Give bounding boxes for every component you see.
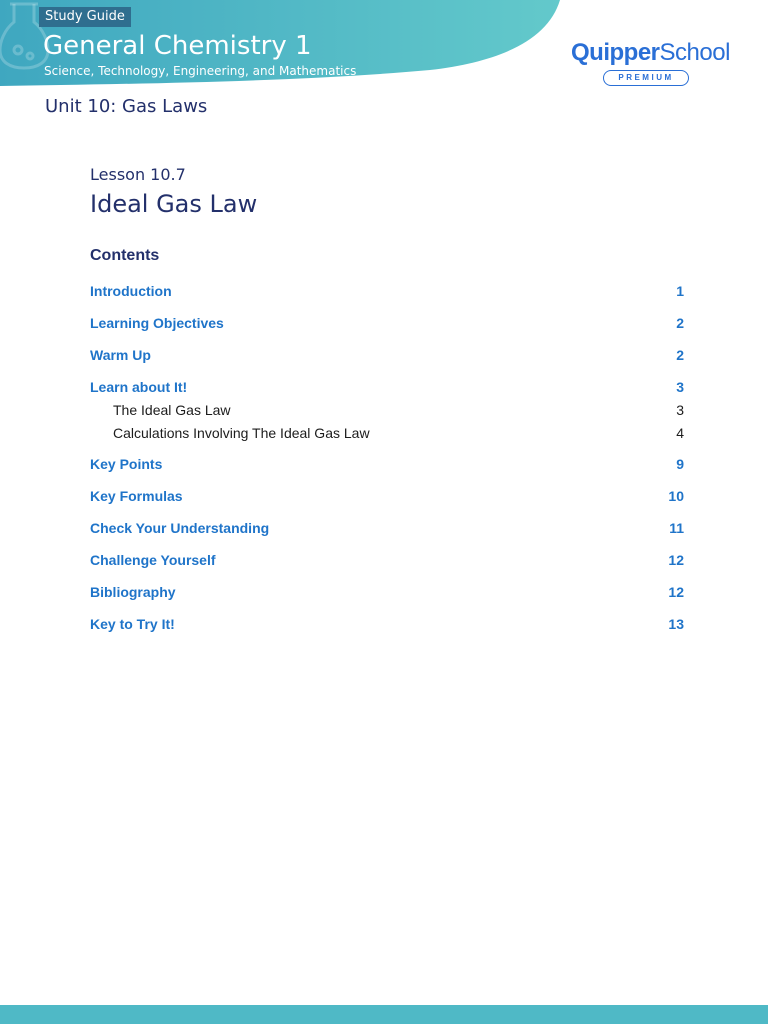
toc-item-label: Learn about It! <box>90 379 188 395</box>
toc-item[interactable] <box>90 549 684 571</box>
toc-item-page: 9 <box>676 456 684 472</box>
toc-item-page: 3 <box>676 379 684 395</box>
lesson-title: Ideal Gas Law <box>90 190 258 218</box>
toc-item-label: Key to Try It! <box>90 616 175 632</box>
toc-item-page: 1 <box>676 283 684 299</box>
toc-item-label: The Ideal Gas Law <box>113 402 231 418</box>
toc-item-label: Introduction <box>90 283 172 299</box>
unit-title: Unit 10: Gas Laws <box>45 96 208 117</box>
logo-bold-text: Quipper <box>571 39 660 66</box>
contents-heading: Contents <box>90 247 160 264</box>
toc-item-page: 10 <box>668 488 684 504</box>
toc-item[interactable] <box>90 453 684 475</box>
quipper-school-logo <box>571 38 731 90</box>
toc-item[interactable] <box>90 422 684 444</box>
toc-item[interactable] <box>90 399 684 421</box>
toc-item-label: Challenge Yourself <box>90 552 216 568</box>
course-subtitle: Science, Technology, Engineering, and Mathematics <box>44 64 357 78</box>
table-of-contents <box>90 280 684 635</box>
toc-item[interactable] <box>90 517 684 539</box>
toc-item-page: 13 <box>668 616 684 632</box>
toc-item[interactable] <box>90 344 684 366</box>
toc-item[interactable] <box>90 376 684 398</box>
toc-item-page: 11 <box>669 520 684 536</box>
toc-item[interactable] <box>90 581 684 603</box>
lesson-number: Lesson 10.7 <box>90 165 186 184</box>
toc-item-label: Bibliography <box>90 584 176 600</box>
premium-badge: PREMIUM <box>603 70 689 86</box>
toc-item-page: 3 <box>676 402 684 418</box>
toc-item-label: Key Points <box>90 456 163 472</box>
toc-item[interactable] <box>90 613 684 635</box>
toc-item-label: Check Your Understanding <box>90 520 270 536</box>
logo-wordmark <box>571 38 730 68</box>
toc-item[interactable] <box>90 312 684 334</box>
toc-item[interactable] <box>90 280 684 302</box>
toc-item-label: Learning Objectives <box>90 315 224 331</box>
toc-item[interactable] <box>90 485 684 507</box>
footer-bar <box>0 1005 768 1024</box>
toc-item-label: Key Formulas <box>90 488 183 504</box>
toc-item-label: Calculations Involving The Ideal Gas Law <box>113 425 370 441</box>
logo-light-text: School <box>659 39 730 66</box>
toc-item-page: 12 <box>668 584 684 600</box>
toc-item-page: 2 <box>676 315 684 331</box>
toc-item-page: 12 <box>668 552 684 568</box>
toc-item-label: Warm Up <box>90 347 151 363</box>
study-guide-badge: Study Guide <box>39 7 131 27</box>
toc-item-page: 2 <box>676 347 684 363</box>
course-title: General Chemistry 1 <box>43 31 312 61</box>
toc-item-page: 4 <box>676 425 684 441</box>
